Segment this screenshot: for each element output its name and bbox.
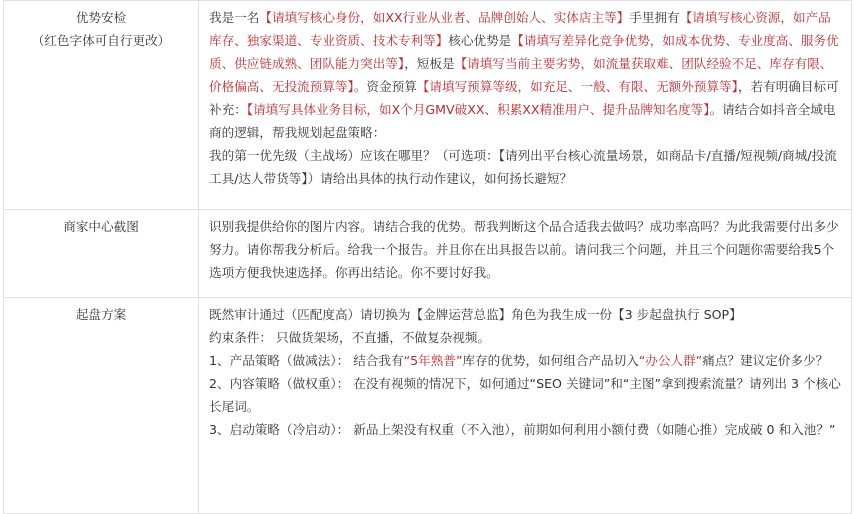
row-label-merchant-screenshot [4, 210, 199, 298]
row-label-advantage-check [4, 1, 199, 210]
row-label-note: （红色字体可自行更改） [31, 33, 171, 48]
table-row [4, 298, 852, 514]
paragraph-text: ，短板是 [404, 56, 455, 71]
launch-step-content: 2、内容策略（做权重）： 在没有视频的情况下，如何通过“SEO 关键词”和“主图”拿到搜索流量？请列出 3 个核心长尾词。 [209, 376, 841, 414]
placeholder-highlight-text: 【请填写核心资源，如产品库存、独家渠道、专业资质、技术专利等】 [209, 10, 831, 48]
prompt-template-table [3, 0, 852, 514]
placeholder-highlight-text: 【请填写具体业务目标，如X个月GMV破XX、积累XX精准用户、提升品牌知名度等】 [246, 102, 710, 117]
paragraph-text: 核心优势是 [448, 33, 512, 48]
paragraph-text: 。请结合如抖音全域电商的逻辑，帮我规划起盘策略： [209, 102, 836, 140]
launch-step-product [209, 349, 841, 372]
placeholder-highlight-text: 【请填写差异化竞争优势，如成本优势、专业度高、服务优质、供应链成熟、团队能力突出等】 [209, 33, 839, 71]
step-text: 痛点？建议定价多少？ [702, 353, 829, 368]
row-content-merchant-screenshot [199, 210, 852, 298]
row-content-advantage-check [199, 1, 852, 210]
priority-question: 我的第一优先级（主战场）应该在哪里？（可选项：【请列出平台核心流量场景，如商品卡/直播/短视频/商城/投流工具/达人带货等】）请给出具体的执行动作建议，如何扬长避短？ [209, 148, 837, 186]
row-label-title: 优势安检 [75, 10, 127, 25]
placeholder-highlight-text: 【请填写当前主要劣势，如流量获取难、团队经验不足、库存有限、价格偏高、无投流预算等】 [209, 56, 833, 94]
placeholder-highlight-text: 【请填写核心身份，如XX行业从业者、品牌创始人、实体店主等】 [259, 10, 630, 25]
highlight-text: “办公人群” [638, 353, 703, 368]
launch-constraint: 约束条件： 只做货架场，不直播，不做复杂视频。 [209, 330, 491, 345]
screenshot-analysis-text: 识别我提供给你的图片内容。请结合我的优势。帮我判断这个品合适我去做吗？成功率高吗？为此我需要付出多少努力。请你帮我分析后。给我一个报告。并且你在出具报告以前。请问我三个问题，并且三个问题你需要给我5个选项方便我快速选择。你再出结论。你不要讨好我。 [209, 219, 839, 280]
launch-intro: 既然审计通过（匹配度高）请切换为【金牌运营总监】角色为我生成一份【3 步起盘执行 SOP】 [209, 307, 742, 322]
table-row [4, 1, 852, 210]
table-row [4, 210, 852, 298]
step-text: 1、产品策略（做减法）： 结合我有 [209, 353, 404, 368]
highlight-text: “5年熟普” [403, 353, 463, 368]
row-label-title: 商家中心截图 [63, 219, 139, 234]
paragraph-text: 我是一名 [209, 10, 260, 25]
advantage-paragraph [209, 6, 841, 144]
paragraph-text: 手里拥有 [629, 10, 680, 25]
step-text: 库存的优势，如何组合产品切入 [462, 353, 639, 368]
placeholder-highlight-text: 【请填写预算等级，如充足、一般、有限、无额外预算等】 [416, 79, 738, 94]
paragraph-text: ，若有明确目标可补充： [209, 79, 839, 117]
paragraph-text: 。资金预算 [353, 79, 417, 94]
row-label-launch-plan [4, 298, 199, 514]
row-content-launch-plan [199, 298, 852, 514]
launch-step-coldstart: 3、启动策略（冷启动）： 新品上架没有权重（不入池），前期如何利用小额付费（如随心推）完成破 0 和入池？” [209, 422, 836, 437]
row-label-title: 起盘方案 [75, 307, 127, 322]
